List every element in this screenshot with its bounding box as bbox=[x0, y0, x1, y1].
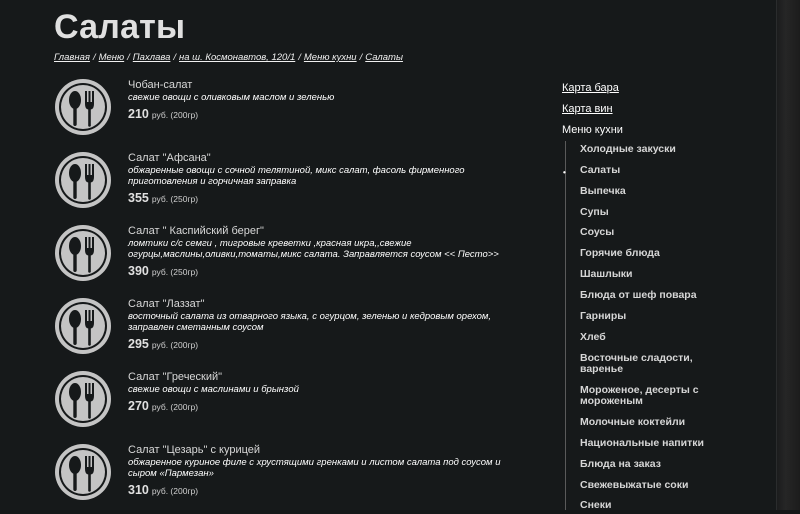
submenu-item-milkshakes[interactable] bbox=[566, 417, 726, 428]
breadcrumb-link-kitchen-menu[interactable]: Меню кухни bbox=[303, 52, 357, 63]
dish-price-line bbox=[128, 397, 528, 415]
breadcrumb bbox=[54, 52, 403, 63]
dish-price: 355 bbox=[128, 191, 149, 205]
plate-fork-spoon-icon bbox=[54, 370, 112, 428]
dish-unit: руб. (250гр) bbox=[151, 267, 199, 277]
plate-fork-spoon-icon bbox=[54, 297, 112, 355]
dish-description: обжаренные овощи с сочной телятиной, микс салат, фасоль фирменного приготовления и горчичная заправка bbox=[128, 165, 465, 187]
dish-item bbox=[54, 295, 524, 368]
breadcrumb-link-salads[interactable]: Салаты bbox=[365, 52, 403, 63]
dish-unit: руб. (200гр) bbox=[151, 486, 199, 496]
submenu-item-national-drinks[interactable] bbox=[566, 438, 726, 449]
dish-description: восточный салата из отварного языка, с огурцом, зеленью и кедровым орехом, заправлен сметанным соусом bbox=[128, 311, 492, 333]
submenu-item-bread[interactable] bbox=[566, 332, 726, 343]
plate-fork-spoon-icon bbox=[54, 224, 112, 282]
nav-link-bar-card[interactable]: Карта бара bbox=[562, 82, 619, 94]
breadcrumb-separator: / bbox=[298, 52, 301, 63]
dish-price: 270 bbox=[128, 399, 149, 413]
dish-name: Салат " Каспийский берег" bbox=[128, 225, 264, 237]
breadcrumb-separator: / bbox=[92, 52, 96, 63]
submenu-item-label: Мороженое, десерты с мороженым bbox=[580, 384, 699, 407]
submenu-item-label: Молочные коктейли bbox=[580, 416, 686, 428]
dish-price-line bbox=[128, 262, 528, 280]
submenu-item-label: Блюда на заказ bbox=[580, 458, 661, 470]
nav-kitchen-menu[interactable]: Меню кухни bbox=[562, 124, 623, 136]
dish-price-line bbox=[128, 335, 528, 353]
breadcrumb-link-restaurant[interactable]: Пахлава bbox=[132, 52, 171, 63]
submenu-item-label: Выпечка bbox=[580, 185, 626, 197]
submenu-item-label: Хлеб bbox=[580, 331, 606, 343]
submenu-item-ice-cream[interactable] bbox=[566, 385, 726, 407]
dish-price-line bbox=[128, 189, 528, 207]
dish-name: Салат "Цезарь" с курицей bbox=[128, 444, 261, 456]
dish-item bbox=[54, 441, 524, 514]
dish-description: ломтики с/с семги , тигровые креветки ,красная икра,,свежие огурцы,маслины,оливки,томаты,микс салата. Заправляется соусом << Песто>> bbox=[128, 238, 499, 260]
dish-price: 295 bbox=[128, 337, 149, 351]
breadcrumb-separator: / bbox=[173, 52, 177, 63]
dish-description: свежие овощи с маслинами и брынзой bbox=[128, 384, 299, 395]
submenu-item-cold-appetizers[interactable] bbox=[566, 144, 726, 155]
submenu-item-sauces[interactable] bbox=[566, 227, 726, 238]
dish-description: свежие овощи с оливковым маслом и зеленью bbox=[128, 92, 335, 103]
submenu-item-label: Супы bbox=[580, 206, 609, 218]
dish-price: 310 bbox=[128, 483, 149, 497]
side-navigation bbox=[562, 82, 762, 137]
breadcrumb-link-menu[interactable]: Меню bbox=[98, 52, 125, 63]
dish-item bbox=[54, 149, 524, 222]
dish-item bbox=[54, 222, 524, 295]
breadcrumb-separator: / bbox=[127, 52, 130, 63]
dish-unit: руб. (200гр) bbox=[151, 340, 199, 350]
dish-name: Салат "Афсана" bbox=[128, 152, 211, 164]
submenu-item-fresh-juices[interactable] bbox=[566, 480, 726, 491]
submenu-item-custom-dishes[interactable] bbox=[566, 459, 726, 470]
submenu-item-label: Гарниры bbox=[580, 310, 627, 322]
submenu-item-label: Соусы bbox=[580, 226, 615, 238]
dish-unit: руб. (250гр) bbox=[151, 194, 199, 204]
kitchen-submenu bbox=[565, 141, 726, 510]
submenu-item-garnish[interactable] bbox=[566, 311, 726, 322]
dish-description: обжаренное куриное филе с хрустящими гренками и листом салата под соусом и сыром «Пармезан» bbox=[128, 457, 501, 479]
dish-list bbox=[54, 76, 524, 514]
submenu-item-label: Снеки bbox=[580, 499, 612, 511]
submenu-item-pastry[interactable] bbox=[566, 186, 726, 197]
breadcrumb-link-home[interactable]: Главная bbox=[54, 52, 90, 63]
submenu-item-hot-dishes[interactable] bbox=[566, 248, 726, 259]
submenu-item-salads[interactable] bbox=[563, 164, 726, 177]
active-bullet-icon: • bbox=[563, 168, 566, 177]
submenu-item-label: Блюда от шеф повара bbox=[580, 289, 697, 301]
breadcrumb-separator: / bbox=[359, 52, 363, 63]
submenu-item-label: Холодные закуски bbox=[580, 143, 676, 155]
submenu-item-oriental-sweets[interactable] bbox=[566, 353, 726, 375]
dish-price: 210 bbox=[128, 107, 149, 121]
submenu-item-soups[interactable] bbox=[566, 207, 726, 218]
dish-price-line bbox=[128, 481, 528, 499]
dish-name: Салат "Лаззат" bbox=[128, 298, 205, 310]
dish-price: 390 bbox=[128, 264, 149, 278]
submenu-item-label: Свежевыжатые соки bbox=[580, 479, 689, 491]
plate-fork-spoon-icon bbox=[54, 78, 112, 136]
dish-item bbox=[54, 368, 524, 441]
submenu-item-chef-dishes[interactable] bbox=[566, 290, 726, 301]
background-texture bbox=[776, 0, 800, 510]
submenu-item-label: Салаты bbox=[580, 164, 621, 176]
submenu-item-label: Горячие блюда bbox=[580, 247, 660, 259]
plate-fork-spoon-icon bbox=[54, 151, 112, 209]
dish-item bbox=[54, 76, 524, 149]
submenu-item-snacks[interactable] bbox=[566, 500, 726, 511]
submenu-item-label: Национальные напитки bbox=[580, 437, 704, 449]
breadcrumb-link-address[interactable]: на ш. Космонавтов, 120/1 bbox=[179, 52, 296, 63]
submenu-item-label: Восточные сладости, варенье bbox=[580, 352, 693, 375]
dish-price-line bbox=[128, 105, 528, 123]
dish-name: Салат "Греческий" bbox=[128, 371, 223, 383]
submenu-item-shashlik[interactable] bbox=[566, 269, 726, 280]
plate-fork-spoon-icon bbox=[54, 443, 112, 501]
dish-unit: руб. (200гр) bbox=[151, 110, 199, 120]
submenu-item-label: Шашлыки bbox=[580, 268, 633, 280]
dish-name: Чобан-салат bbox=[128, 79, 193, 91]
dish-unit: руб. (200гр) bbox=[151, 402, 199, 412]
nav-link-wine-card[interactable]: Карта вин bbox=[562, 103, 613, 115]
page-title: Салаты bbox=[54, 8, 186, 46]
